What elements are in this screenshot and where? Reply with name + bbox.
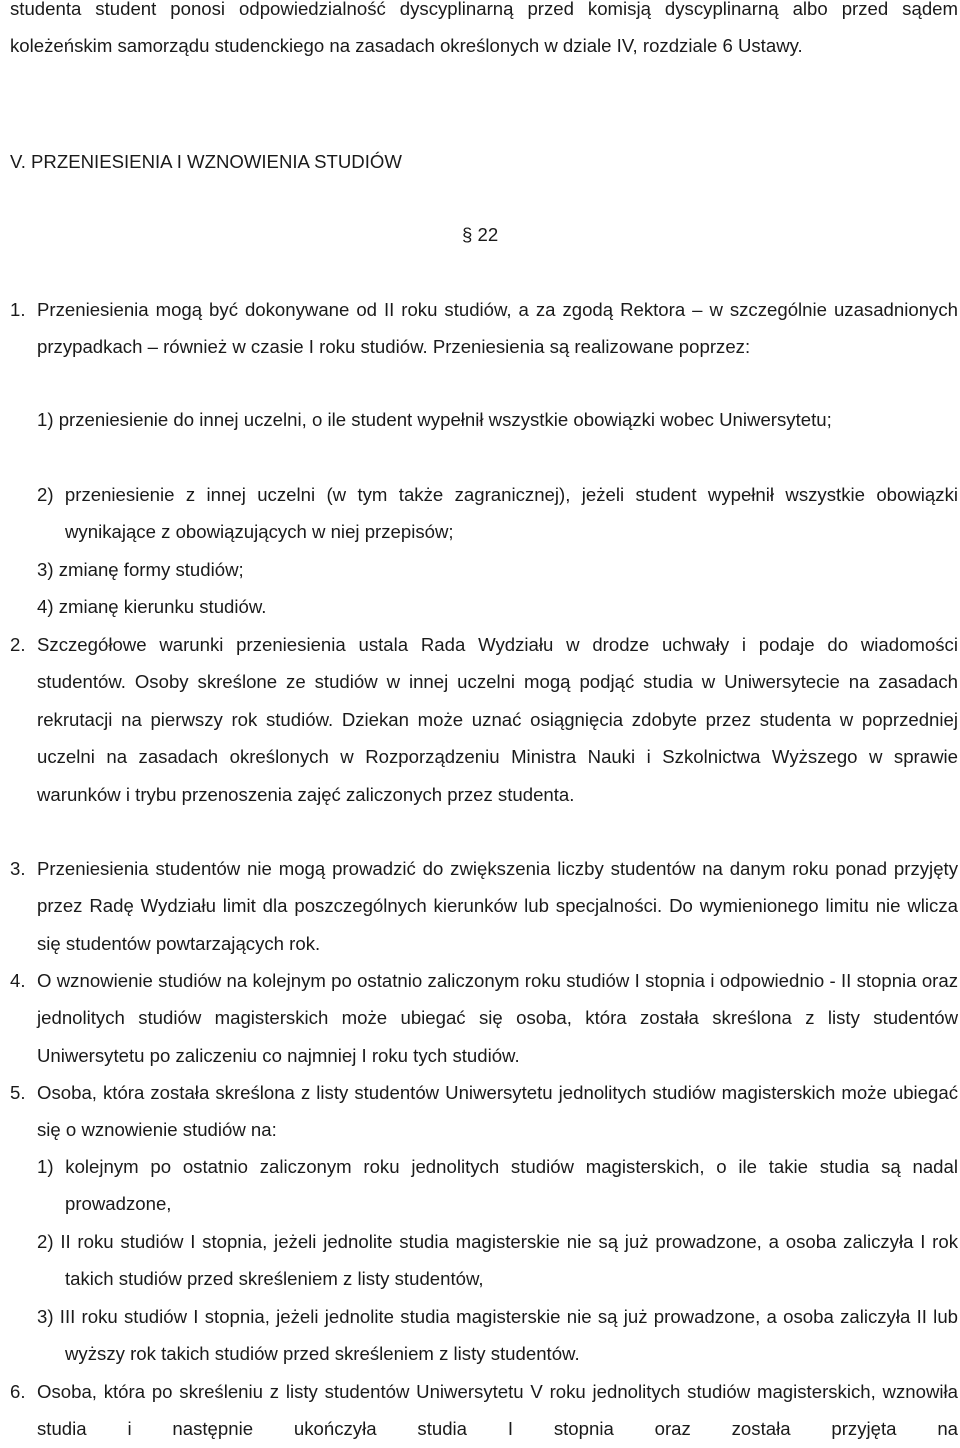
list-item: 3) III roku studiów I stopnia, jeżeli jednolite studia magisterskie nie są już prowadzone, a osoba zaliczyła II lub wyższy rok takich studiów przed skreśleniem z listy studentów. [37, 1306, 958, 1365]
point-text: Osoba, która została skreślona z listy studentów Uniwersytetu jednolitych studiów magisterskich może ubiegać się o wznowienie studiów na: [37, 1082, 958, 1141]
list-item: 1) przeniesienie do innej uczelni, o ile student wypełnił wszystkie obowiązki wobec Uniwersytetu; [37, 409, 832, 430]
point-number: 5. [10, 1082, 26, 1103]
list-item: 2) II roku studiów I stopnia, jeżeli jednolite studia magisterskie nie są już prowadzone, a osoba zaliczyła I rok takich studiów przed skreśleniem z listy studentów, [37, 1231, 958, 1290]
point-number: 2. [10, 634, 26, 655]
point-number: 1. [10, 299, 26, 320]
point-number: 6. [10, 1381, 26, 1402]
point-text: Przeniesienia mogą być dokonywane od II roku studiów, a za zgodą Rektora – w szczególnie uzasadnionych przypadkach – również w czasie I roku studiów. Przeniesienia są realizowane poprzez: [37, 299, 958, 358]
point-text: Szczegółowe warunki przeniesienia ustala Rada Wydziału w drodze uchwały i podaje do wiadomości studentów. Osoby skreślone ze studiów w innej uczelni mogą podjąć studia w Uniwersytecie na zasadach rekrutacji na pierwszy rok studiów. Dziekan może uznać osiągnięcia zdobyte przez studenta w poprzedniej uczelni na zasadach określonych w Rozporządzeniu Ministra Nauki i Szkolnictwa Wyższego w sprawie warunków i trybu przenoszenia zajęć zaliczonych przez studenta. [37, 634, 958, 805]
list-item: 3) zmianę formy studiów; [37, 559, 244, 580]
paragraph-mark: § 22 [462, 224, 499, 245]
point-number: 3. [10, 858, 26, 879]
list-item: 1) kolejnym po ostatnio zaliczonym roku jednolitych studiów magisterskich, o ile takie studia są nadal prowadzone, [37, 1156, 958, 1215]
list-item: 4) zmianę kierunku studiów. [37, 596, 267, 617]
intro-paragraph: studenta student ponosi odpowiedzialność dyscyplinarną przed komisją dyscyplinarną albo przed sądem koleżeńskim samorządu studenckiego na zasadach określonych w dziale IV, rozdziale 6 Ustawy. [10, 0, 958, 57]
list-item: 2) przeniesienie z innej uczelni (w tym także zagranicznej), jeżeli student wypełnił wszystkie obowiązki wynikające z obowiązujących w niej przepisów; [37, 484, 958, 543]
point-text: Przeniesienia studentów nie mogą prowadzić do zwiększenia liczby studentów na danym roku ponad przyjęty przez Radę Wydziału limit dla poszczególnych kierunków lub specjalności. Do wymienionego limitu nie wlicza się studentów powtarzających rok. [37, 858, 958, 954]
section-heading: V. PRZENIESIENIA I WZNOWIENIA STUDIÓW [10, 151, 402, 172]
point-text: O wznowienie studiów na kolejnym po ostatnio zaliczonym roku studiów I stopnia i odpowiednio - II stopnia oraz jednolitych studiów magisterskich może ubiegać się osoba, która została skreślona z listy studentów Uniwersytetu po zaliczeniu co najmniej I roku tych studiów. [37, 970, 958, 1066]
point-number: 4. [10, 970, 26, 991]
point-text: Osoba, która po skreśleniu z listy studentów Uniwersytetu V roku jednolitych studiów magisterskich, wznowiła studia i następnie ukończyła studia I stopnia oraz została przyjęta na [37, 1381, 958, 1440]
